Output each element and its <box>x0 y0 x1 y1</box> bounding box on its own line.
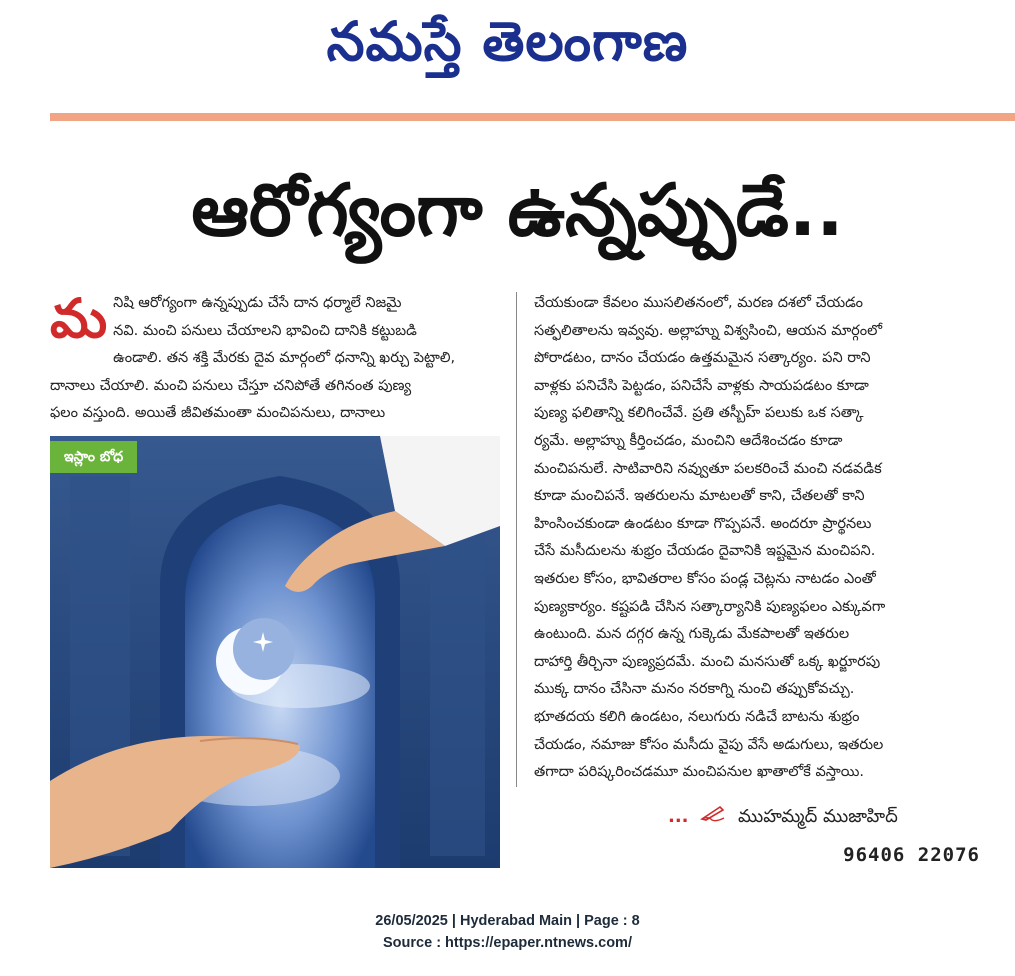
section-tag: ఇస్లాం బోధ <box>50 441 137 473</box>
article-line: నిషి ఆరోగ్యంగా ఉన్నప్పుడు చేసే దాన ధర్మాలే నిజమై <box>113 295 402 311</box>
article-line: నవి. మంచి పనులు చేయాలని భావించి దానికి కట్టుబడి <box>113 322 417 339</box>
article-line: చేయడం, నమాజు కోసం మసీదు వైపు వేసే అడుగులు, ఇతరుల <box>534 736 884 753</box>
article-line: దానాలు చేయాలి. మంచి పనులు చేస్తూ చనిపోతే తగినంత పుణ్య <box>50 377 412 394</box>
article-line: ఫలం వస్తుంది. అయితే జీవితమంతా మంచిపనులు, దానాలు <box>50 405 386 422</box>
article-line: ముక్క దానం చేసినా మనం నరకాగ్ని నుంచి తప్పుకోవచ్చు. <box>534 681 855 698</box>
article-line: ర్యమే. అల్లాహ్ను కీర్తించడం, మంచిని ఆదేశించడం కూడా <box>534 432 843 449</box>
footer-date-edition: 26/05/2025 | Hyderabad Main | Page : 8 <box>375 913 640 929</box>
article-line: తగాదా పరిష్కరించడమూ మంచిపనుల ఖాతాలోకే వస్తాయి. <box>534 764 864 781</box>
author-byline <box>668 802 988 832</box>
newspaper-masthead: నమస్తే తెలంగాణ <box>326 10 689 73</box>
author-phone: 96406 22076 <box>843 844 980 866</box>
author-name: ముహమ్మద్ ముజాహిద్ <box>737 806 898 827</box>
article-line: ఇతరుల కోసం, భావితరాల కోసం పండ్ల చెట్లను నాటడం ఎంతో <box>534 570 876 587</box>
footer-source: Source : https://epaper.ntnews.com/ <box>383 935 632 951</box>
article-line: ఉంటుంది. మన దగ్గర ఉన్న గుక్కెడు మేకపాలతో ఇతరుల <box>534 626 850 643</box>
article-line: చేయకుండా కేవలం ముసలితనంలో, మరణ దశలో చేయడం <box>534 295 864 311</box>
article-line: వాళ్లకు పనిచేసి పెట్టడం, పనిచేసే వాళ్లకు సాయపడటం కూడా <box>534 377 869 394</box>
article-line: సత్ఫలితాలను ఇవ్వవు. అల్లాహ్ను విశ్వసించి, ఆయన మార్గంలో <box>534 322 883 339</box>
article-line: కూడా మంచిపనే. ఇతరులను మాటలతో కాని, చేతలతో కాని <box>534 488 865 505</box>
article-line: భూతదయ కలిగి ఉండటం, నలుగురు నడిచే బాటను శుభ్రం <box>534 708 860 725</box>
article-line: ఉండాలి. తన శక్తి మేరకు దైవ మార్గంలో ధనాన్ని ఖర్చు పెట్టాలి, <box>113 350 456 367</box>
article-line: పుణ్య ఫలితాన్ని కలిగించేవే. ప్రతి తస్బీహ్ పలుకు ఒక సత్కా <box>534 405 864 422</box>
article-line: దాహార్తి తీర్చినా పుణ్యప్రదమే. మంచి మనసుతో ఒక్క ఖర్జూరపు <box>534 653 881 670</box>
column-divider <box>516 292 517 787</box>
drop-cap: మ <box>50 287 108 350</box>
pen-signature-icon <box>700 802 726 832</box>
byline-dots: ... <box>668 806 689 827</box>
article-photo <box>50 436 500 868</box>
masthead-rule <box>50 113 1015 121</box>
article-line: మంచిపనులే. సాటివారిని నవ్వుతూ పలకరించే మంచి నడవడిక <box>534 460 882 477</box>
article-line: పుణ్యకార్యం. కష్టపడి చేసిన సత్కార్యానికి పుణ్యఫలం ఎక్కువగా <box>534 598 886 615</box>
article-column-left <box>50 287 505 428</box>
article-line: హింసించకుండా ఉండటం కూడా గొప్పపనే. అందరూ ప్రార్థనలు <box>534 515 872 532</box>
article-line: పోరాడటం, దానం చేయడం ఉత్తమమైన సత్కార్యం. పని రాని <box>534 350 871 367</box>
article-column-right <box>534 290 979 787</box>
article-headline: ఆరోగ్యంగా ఉన్నప్పుడే.. <box>191 168 844 252</box>
article-line: చేసే మసీదులను శుభ్రం చేయడం దైవానికి ఇష్టమైన మంచిపని. <box>534 543 876 560</box>
page-footer <box>0 910 1015 954</box>
